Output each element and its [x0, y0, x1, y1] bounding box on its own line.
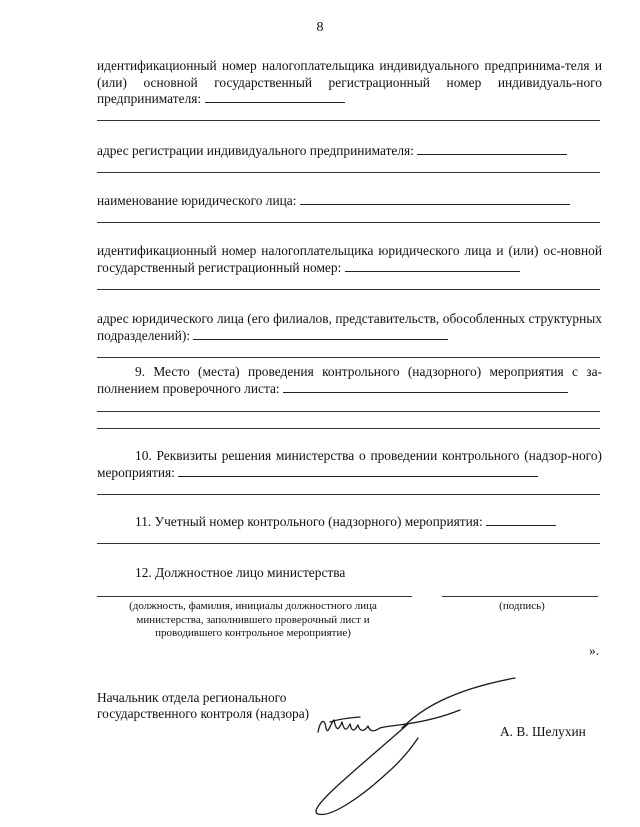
- org-address-text: адрес юридического лица (его филиалов, представительств, обособленных структурных подразделений):: [97, 311, 602, 343]
- ip-inn-blank[interactable]: [205, 92, 345, 103]
- ip-address-text: адрес регистрации индивидуального предпринимателя:: [97, 143, 414, 158]
- ip-address-blank[interactable]: [417, 144, 567, 155]
- org-name-line[interactable]: [97, 222, 600, 223]
- org-address-blank[interactable]: [193, 329, 448, 340]
- ip-inn-text: идентификационный номер налогоплательщика индивидуального предпринима-теля и (или) основной государственный регистрационный номер индивидуаль-ного предпринимателя:: [97, 58, 602, 106]
- item-9-line-1[interactable]: [97, 411, 600, 412]
- signature-line[interactable]: [442, 596, 598, 597]
- ip-address-label: [97, 143, 602, 160]
- item-11-blank[interactable]: [486, 515, 556, 526]
- official-line[interactable]: [97, 596, 412, 597]
- org-name-text: наименование юридического лица:: [97, 193, 297, 208]
- org-address-line[interactable]: [97, 357, 600, 358]
- item-10-decision: [97, 448, 602, 481]
- signature-caption: (подпись): [499, 600, 545, 612]
- item-12-text: 12. Должностное лицо министерства: [135, 565, 346, 580]
- org-inn-text: идентификационный номер налогоплательщика юридического лица и (или) ос-новной государственный регистрационный номер:: [97, 243, 602, 275]
- ip-inn-label: [97, 58, 602, 108]
- item-9-place: [97, 364, 602, 397]
- item-11-account-number: [97, 514, 602, 531]
- item-10-text: 10. Реквизиты решения министерства о проведении контрольного (надзор-ного) мероприятия:: [97, 448, 602, 480]
- item-9-text: 9. Место (места) проведения контрольного (надзорного) мероприятия с за-полнением проверочного листа:: [97, 364, 602, 396]
- org-inn-line[interactable]: [97, 289, 600, 290]
- org-inn-blank[interactable]: [345, 261, 520, 272]
- item-12-official: [97, 565, 602, 582]
- page-number: 8: [316, 20, 324, 35]
- org-inn-label: [97, 243, 602, 276]
- signatory-position: Начальник отдела регионального государственного контроля (надзора): [97, 690, 310, 721]
- ip-address-line[interactable]: [97, 172, 600, 173]
- ip-inn-line[interactable]: [97, 120, 600, 121]
- item-9-line-2[interactable]: [97, 428, 600, 429]
- official-caption: (должность, фамилия, инициалы должностного лица министерства, заполнившего проверочный лист и проводившего контрольное мероприятие): [129, 600, 377, 639]
- item-11-text: 11. Учетный номер контрольного (надзорного) мероприятия:: [135, 514, 483, 529]
- item-10-blank[interactable]: [178, 466, 538, 477]
- item-10-line[interactable]: [97, 494, 600, 495]
- handwritten-signature: [290, 670, 530, 820]
- signatory-name: А. В. Шелухин: [500, 724, 586, 739]
- org-name-blank[interactable]: [300, 194, 570, 205]
- item-11-line[interactable]: [97, 543, 600, 544]
- item-9-blank[interactable]: [283, 382, 568, 393]
- org-address-label: [97, 311, 602, 344]
- org-name-label: [97, 193, 602, 210]
- closing-quote: ».: [589, 643, 600, 658]
